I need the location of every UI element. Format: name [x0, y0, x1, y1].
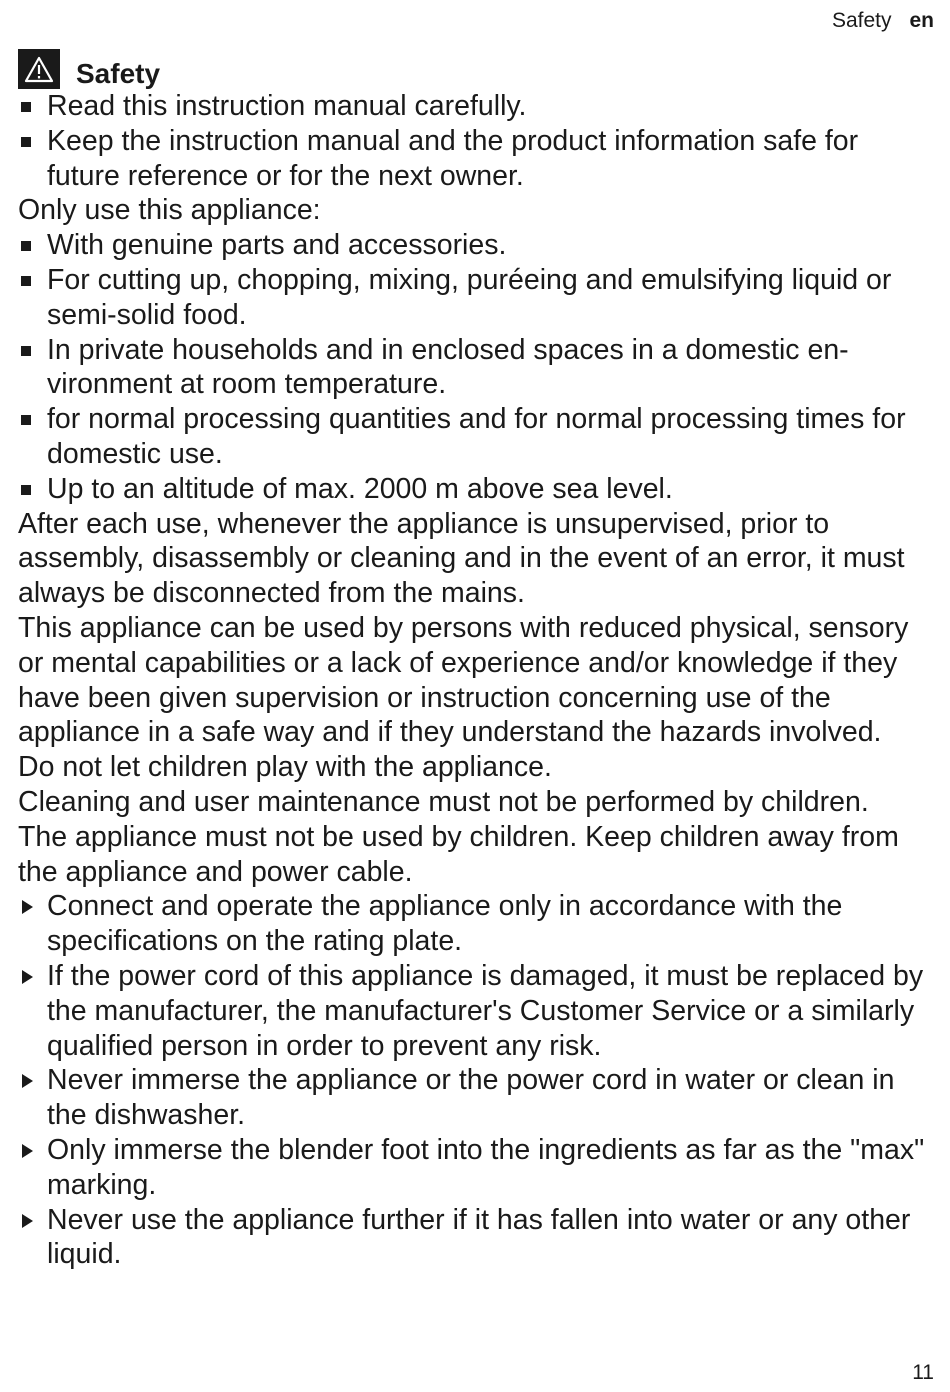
list-item-text: In private households and in enclosed spaces in a domestic environment at room temperature.: [47, 333, 849, 401]
instruction-text: Never use the appliance further if it has fallen into water or any other liquid.: [47, 1203, 911, 1271]
instruction-text: Never immerse the appliance or the power cord in water or clean in the dishwasher.: [47, 1064, 895, 1132]
paragraph: This appliance can be used by persons with reduced physical, sensory or mental capabilities or a lack of experience and/or knowledge if they have been given supervision or instruction concerning use of the appliance in a safe way and if they understand the hazards involved.: [18, 611, 909, 749]
page-number: 11: [912, 1361, 934, 1384]
list-item: [18, 472, 938, 507]
instruction-text: If the power cord of this appliance is damaged, it must be replaced by the manufacturer, the manufacturer's Customer Service or a similarly qualified person in order to prevent any risk.: [47, 959, 924, 1062]
square-bullet-icon: [21, 485, 31, 495]
paragraph: The appliance must not be used by children. Keep children away from the appliance and power cable.: [18, 820, 899, 888]
square-bullet-icon: [21, 276, 31, 286]
instruction-item: [18, 1203, 938, 1273]
square-bullet-icon: [21, 102, 31, 112]
paragraph: Cleaning and user maintenance must not be performed by children.: [18, 785, 869, 818]
list-item-text: Up to an altitude of max. 2000 m above sea level.: [47, 472, 673, 505]
list-item-text: With genuine parts and accessories.: [47, 229, 507, 262]
running-header-language: en: [909, 9, 934, 32]
list-item: [18, 333, 938, 403]
instruction-item: [18, 959, 938, 1063]
safety-section: [18, 47, 938, 1272]
instruction-text: Only immerse the blender foot into the ingredients as far as the "max" marking.: [47, 1133, 925, 1201]
list-item: [18, 402, 938, 472]
section-title: Safety: [76, 58, 161, 89]
list-item-text: Keep the instruction manual and the product information safe for future reference or for the next owner.: [47, 124, 859, 192]
only-use-intro: Only use this appliance:: [18, 194, 321, 227]
list-item: [18, 89, 938, 124]
list-item-text: Read this instruction manual carefully.: [47, 90, 527, 122]
list-item: [18, 263, 938, 333]
triangle-bullet-icon: [22, 1214, 33, 1228]
triangle-bullet-icon: [22, 1074, 33, 1088]
list-item: [18, 228, 938, 263]
triangle-bullet-icon: [22, 900, 33, 914]
list-item-text: for normal processing quantities and for normal processing times for domestic use.: [47, 403, 906, 470]
paragraph: Do not let children play with the appliance.: [18, 751, 552, 784]
square-bullet-icon: [21, 415, 31, 425]
instruction-item: [18, 889, 938, 959]
paragraph: After each use, whenever the appliance is unsupervised, prior to assembly, disassembly or cleaning and in the event of an error, it must always be disconnected from the mains.: [18, 507, 905, 610]
instruction-item: [18, 1133, 938, 1203]
instruction-text: Connect and operate the appliance only in accordance with the specifications on the rating plate.: [47, 890, 843, 958]
triangle-bullet-icon: [22, 1144, 33, 1158]
list-item: [18, 124, 938, 194]
instruction-item: [18, 1063, 938, 1133]
running-header: [832, 8, 934, 34]
warning-triangle-icon: [18, 49, 60, 89]
triangle-bullet-icon: [22, 970, 33, 984]
square-bullet-icon: [21, 346, 31, 356]
square-bullet-icon: [21, 241, 31, 251]
section-heading: [18, 47, 938, 91]
running-header-section: Safety: [831, 9, 892, 32]
list-item-text: For cutting up, chopping, mixing, puréeing and emulsifying liquid or semi-solid food.: [47, 263, 892, 331]
square-bullet-icon: [21, 137, 31, 147]
